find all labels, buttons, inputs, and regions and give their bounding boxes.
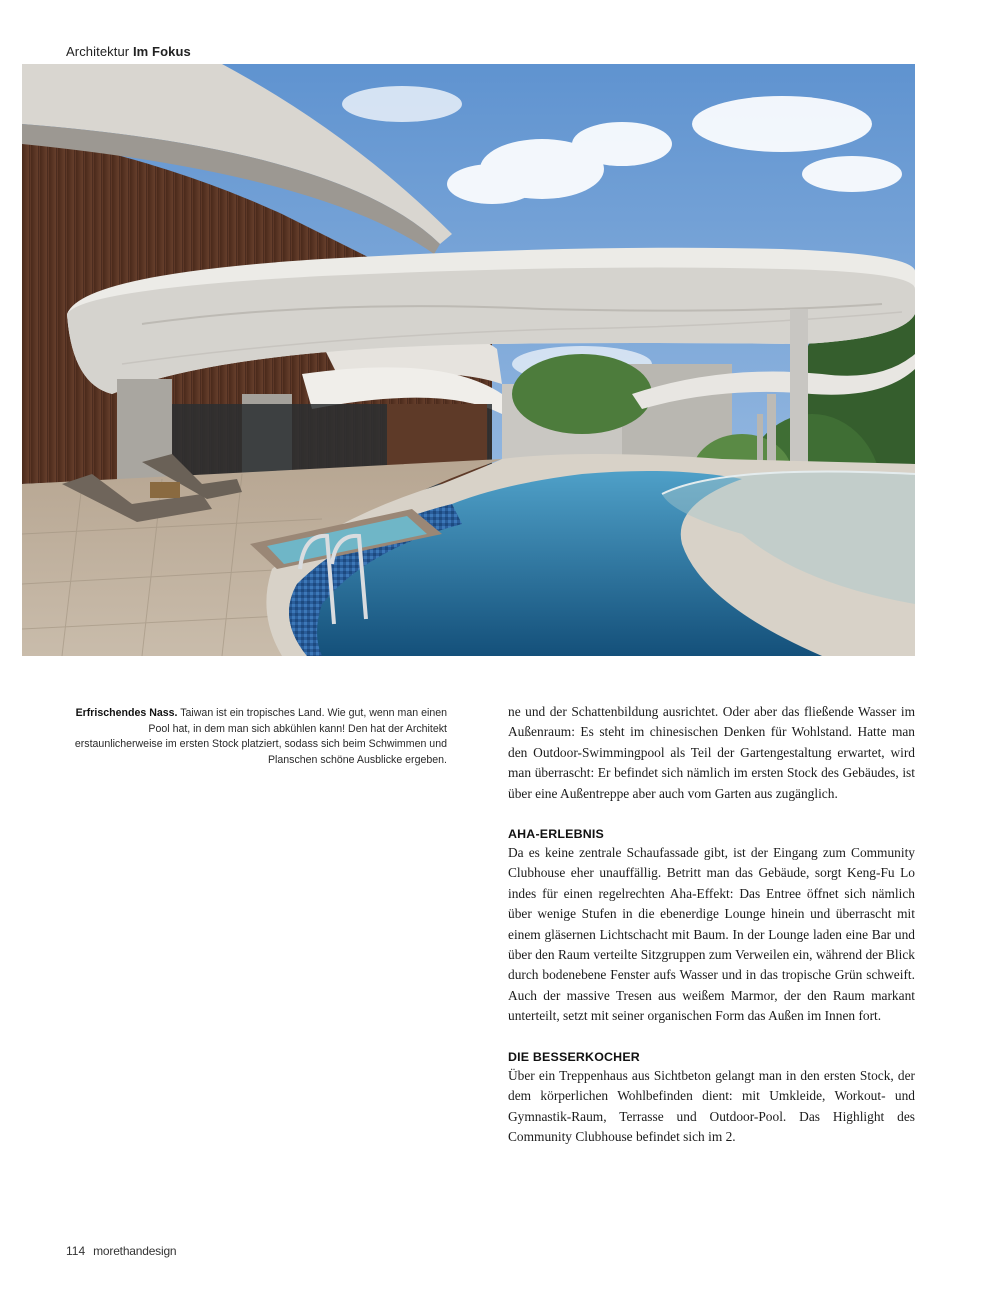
running-header — [66, 44, 191, 59]
article-paragraph-2: Da es keine zentrale Schaufassade gibt, ist der Eingang zum Community Clubhouse eher unauffällig. Betritt man das Gebäude, sorgt Keng-Fu Lo indes für einen regelrechten Aha-Effekt: Das Entree öffnet sich nämlich über wenige Stufen in die ebenerdige Lounge hinein und überrascht mit einem gläsernen Lichtschacht mit Baum. In der Lounge laden eine Bar und über den Raum verteilte Sitzgruppen zum Verweilen ein, während der Blick durch bodenebene Fenster aufs Wasser und in das tropische Grün schweift. Auch der massive Tresen aus weißem Marmor, der den Raum markant unterteilt, setzt mit seiner organischen Form das Außen im Innen fort. — [508, 845, 915, 1024]
hero-photo — [22, 64, 915, 656]
caption-text: Taiwan ist ein tropisches Land. Wie gut, wenn man einen Pool hat, in dem man sich abkühlen kann! Den hat der Architekt erstaunlicherweise im ersten Stock platziert, sodass sich beim Schwimmen und Planschen schöne Ausblicke ergeben. — [74, 707, 447, 766]
pool-architecture-illustration — [22, 64, 915, 656]
article-column — [508, 702, 915, 1147]
page-number: 114 — [66, 1244, 86, 1258]
caption-lead: Erfrischendes Nass. — [75, 707, 178, 719]
article-paragraph-3: Über ein Treppenhaus aus Sichtbeton gelangt man in den ersten Stock, der dem körperlichen Wohlbefinden dient: mit Umkleide, Workout- und Gymnastik-Raum, Terrasse und Outdoor-Pool. Das Highlight des Community Clubhouse befindet sich im 2. — [508, 1067, 915, 1144]
magazine-brand: morethandesign — [93, 1244, 177, 1258]
header-section: Im Fokus — [132, 44, 191, 59]
article-paragraph-1: ne und der Schattenbildung ausrichtet. Oder aber das fließende Wasser im Außenraum: Es steht im chinesischen Denken für Wohlstand. Hatte man den Outdoor-Swimmingpool als Teil der Gartengestaltung erwartet, wird man überrascht: Er befindet sich nämlich im ersten Stock des Gebäudes, ist über eine Außentreppe aber auch vom Garten aus zugänglich. — [508, 704, 915, 801]
photo-caption — [60, 706, 447, 768]
header-category: Architektur — [66, 44, 130, 59]
subheading-besserkocher: DIE BESSERKOCHER — [508, 1049, 640, 1064]
page-footer — [66, 1244, 176, 1258]
subheading-aha-erlebnis: AHA-ERLEBNIS — [508, 827, 605, 842]
